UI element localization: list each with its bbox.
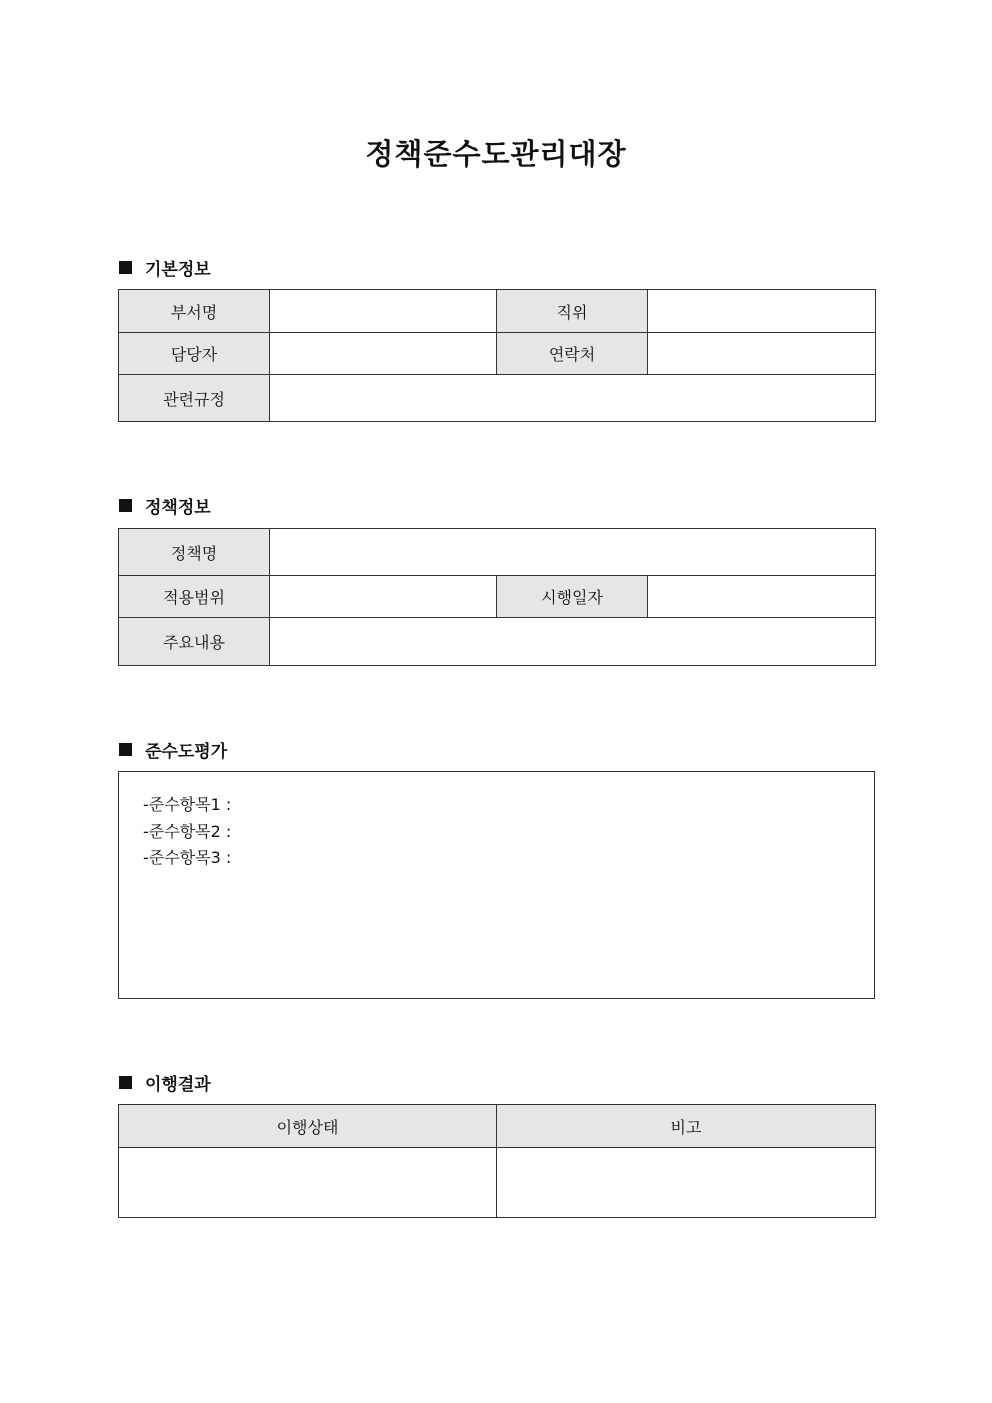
contact-label: 연락처 — [497, 333, 648, 375]
compliance-item-1: -준수항목1 : — [143, 795, 232, 814]
compliance-eval-box[interactable] — [118, 771, 875, 999]
section-heading-implementation-result — [119, 1070, 211, 1095]
status-label: 이행상태 — [119, 1105, 497, 1148]
main-content-field[interactable] — [270, 618, 876, 666]
compliance-item-2: -준수항목2 : — [143, 821, 232, 841]
position-label: 직위 — [497, 290, 648, 333]
document-title: 정책준수도관리대장 — [365, 137, 627, 171]
table-row — [119, 1105, 876, 1148]
regulation-field[interactable] — [270, 375, 876, 422]
section-heading-label: 기본정보 — [145, 260, 211, 280]
position-field[interactable] — [648, 290, 876, 333]
basic-info-table — [118, 289, 876, 422]
table-row — [119, 618, 876, 666]
compliance-item-list — [119, 772, 874, 872]
table-row — [119, 1148, 876, 1218]
table-row — [119, 529, 876, 576]
section-heading-basic-info — [119, 255, 211, 280]
contact-field[interactable] — [648, 333, 876, 375]
square-bullet-icon — [119, 743, 132, 756]
scope-field[interactable] — [270, 576, 497, 618]
department-field[interactable] — [270, 290, 497, 333]
square-bullet-icon — [119, 261, 132, 274]
manager-field[interactable] — [270, 333, 497, 375]
department-label: 부서명 — [119, 290, 270, 333]
policy-name-field[interactable] — [270, 529, 876, 576]
policy-info-table — [118, 528, 876, 666]
table-row — [119, 290, 876, 333]
regulation-label: 관련규정 — [119, 375, 270, 422]
section-heading-label: 이행결과 — [145, 1075, 211, 1095]
scope-label: 적용범위 — [119, 576, 270, 618]
manager-label: 담당자 — [119, 333, 270, 375]
section-heading-compliance-eval — [119, 737, 227, 762]
effective-date-field[interactable] — [648, 576, 876, 618]
remarks-label: 비고 — [497, 1105, 876, 1148]
section-heading-policy-info — [119, 493, 211, 518]
section-heading-label: 준수도평가 — [145, 742, 228, 762]
compliance-item-3: -준수항목3 : — [143, 848, 232, 867]
main-content-label: 주요내용 — [119, 618, 270, 666]
implementation-result-table — [118, 1104, 876, 1218]
status-field[interactable] — [119, 1148, 497, 1218]
effective-date-label: 시행일자 — [497, 576, 648, 618]
square-bullet-icon — [119, 1076, 132, 1089]
table-row — [119, 333, 876, 375]
table-row — [119, 576, 876, 618]
policy-name-label: 정책명 — [119, 529, 270, 576]
remarks-field[interactable] — [497, 1148, 876, 1218]
table-row — [119, 375, 876, 422]
section-heading-label: 정책정보 — [145, 498, 211, 518]
square-bullet-icon — [119, 499, 132, 512]
